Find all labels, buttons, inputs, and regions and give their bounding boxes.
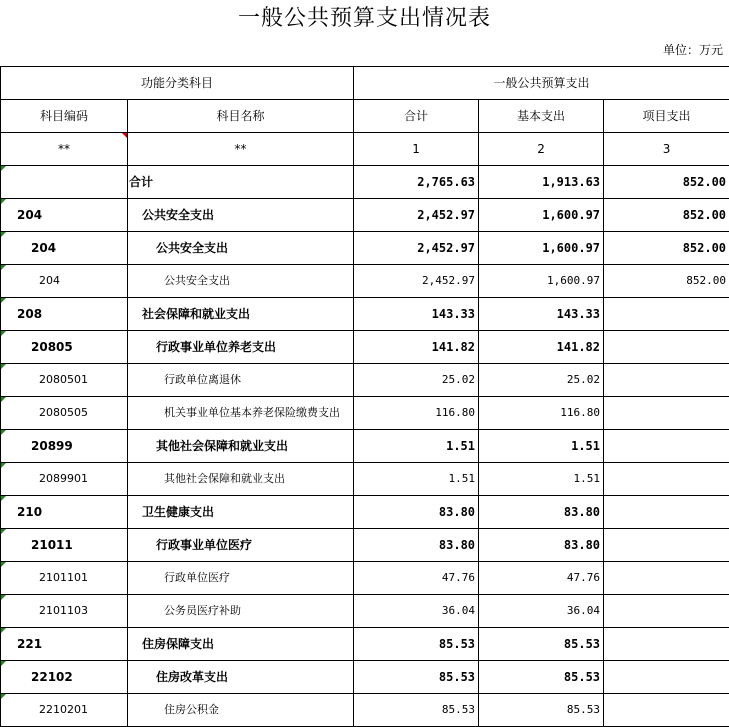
row-code: 2080505 [39,406,88,419]
row-project[interactable] [604,529,729,562]
row-code-cell[interactable] [1,166,128,199]
row-total[interactable]: 85.53 [354,661,479,694]
row-code-cell[interactable] [1,694,128,727]
row-code: 2089901 [39,472,88,485]
row-name[interactable]: 住房改革支出 [128,661,354,694]
row-basic[interactable]: 47.76 [479,562,604,595]
row-total[interactable]: 36.04 [354,595,479,628]
row-code: 204 [17,208,43,222]
row-name[interactable]: 合计 [128,166,354,199]
error-marker-icon [1,265,6,270]
header-idx-code [1,133,128,166]
row-total[interactable]: 143.33 [354,298,479,331]
error-marker-icon [1,232,6,237]
row-basic[interactable]: 143.33 [479,298,604,331]
row-project[interactable] [604,364,729,397]
row-project[interactable] [604,595,729,628]
row-code-cell[interactable] [1,298,128,331]
row-code: 2080501 [39,373,88,386]
row-project[interactable]: 852.00 [604,265,729,298]
row-name[interactable]: 社会保障和就业支出 [128,298,354,331]
row-total[interactable]: 116.80 [354,397,479,430]
row-total[interactable]: 83.80 [354,496,479,529]
row-project[interactable] [604,628,729,661]
header-idx-basic: 2 [479,133,604,166]
header-idx-code-text: ** [58,142,70,156]
error-marker-icon [1,694,6,699]
row-code-cell[interactable] [1,397,128,430]
error-marker-icon [1,298,6,303]
row-basic[interactable]: 141.82 [479,331,604,364]
row-basic[interactable]: 1,600.97 [479,265,604,298]
row-name[interactable]: 公务员医疗补助 [128,595,354,628]
header-idx-name: ** [128,133,354,166]
error-marker-icon [1,166,6,171]
unit-label: 单位：万元 [662,43,723,57]
header-col-total: 合计 [354,100,479,133]
row-code: 204 [31,241,57,255]
row-code-cell[interactable] [1,232,128,265]
row-code: 2101103 [39,604,88,617]
row-project[interactable]: 852.00 [604,166,729,199]
error-marker-icon [1,199,6,204]
row-total[interactable]: 85.53 [354,694,479,727]
row-name[interactable]: 行政单位离退休 [128,364,354,397]
header-idx-project: 3 [604,133,729,166]
row-code-cell[interactable] [1,331,128,364]
row-name[interactable]: 卫生健康支出 [128,496,354,529]
row-project[interactable] [604,694,729,727]
table-row [1,628,729,661]
row-project[interactable] [604,397,729,430]
row-code-cell[interactable] [1,430,128,463]
row-name[interactable]: 机关事业单位基本养老保险缴费支出 [128,397,354,430]
header-group-right: 一般公共预算支出 [354,67,729,100]
row-total[interactable]: 1.51 [354,463,479,496]
header-col-code: 科目编码 [1,100,128,133]
error-marker-icon [1,430,6,435]
row-code: 20899 [31,439,73,453]
comment-marker-icon [122,133,127,138]
error-marker-icon [1,628,6,633]
row-basic[interactable]: 1.51 [479,430,604,463]
error-marker-icon [1,397,6,402]
table-row [1,529,729,562]
row-code-cell[interactable] [1,562,128,595]
row-name[interactable]: 公共安全支出 [128,199,354,232]
table-row [1,166,729,199]
row-code: 20805 [31,340,73,354]
error-marker-icon [1,496,6,501]
header-group-row [1,67,729,100]
row-project[interactable] [604,430,729,463]
row-code: 22102 [31,670,73,684]
table-row [1,463,729,496]
row-basic[interactable]: 85.53 [479,628,604,661]
row-project[interactable] [604,463,729,496]
row-name[interactable]: 公共安全支出 [128,232,354,265]
row-project[interactable]: 852.00 [604,199,729,232]
table-row [1,199,729,232]
header-col-basic: 基本支出 [479,100,604,133]
budget-table [0,66,729,727]
row-code-cell[interactable] [1,364,128,397]
row-total[interactable]: 85.53 [354,628,479,661]
header-col-project: 项目支出 [604,100,729,133]
row-total[interactable]: 2,452.97 [354,232,479,265]
table-row [1,397,729,430]
row-basic[interactable]: 83.80 [479,529,604,562]
row-total[interactable]: 2,765.63 [354,166,479,199]
row-total[interactable]: 2,452.97 [354,199,479,232]
table-row [1,430,729,463]
row-total[interactable]: 2,452.97 [354,265,479,298]
row-code-cell[interactable] [1,661,128,694]
row-project[interactable]: 852.00 [604,232,729,265]
row-code-cell[interactable] [1,628,128,661]
row-code: 2210201 [39,703,88,716]
row-code: 210 [17,505,43,519]
row-total[interactable]: 47.76 [354,562,479,595]
row-basic[interactable]: 85.53 [479,694,604,727]
row-code-cell[interactable] [1,595,128,628]
table-row [1,595,729,628]
header-group-left: 功能分类科目 [1,67,354,100]
table-row [1,661,729,694]
row-code: 21011 [31,538,73,552]
row-basic[interactable]: 25.02 [479,364,604,397]
row-basic[interactable]: 116.80 [479,397,604,430]
row-project[interactable] [604,298,729,331]
row-basic[interactable]: 1,913.63 [479,166,604,199]
row-basic[interactable]: 1,600.97 [479,232,604,265]
error-marker-icon [1,364,6,369]
row-code-cell[interactable] [1,199,128,232]
header-col-name: 科目名称 [128,100,354,133]
row-project[interactable] [604,331,729,364]
header-index-row [1,133,729,166]
table-row [1,562,729,595]
row-project[interactable] [604,496,729,529]
row-name[interactable]: 行政事业单位医疗 [128,529,354,562]
row-name[interactable]: 其他社会保障和就业支出 [128,463,354,496]
error-marker-icon [1,661,6,666]
table-row [1,232,729,265]
page-title: 一般公共预算支出情况表 [237,6,491,31]
row-code: 204 [39,274,60,287]
row-code-cell[interactable] [1,265,128,298]
row-project[interactable] [604,562,729,595]
row-total[interactable]: 25.02 [354,364,479,397]
table-row [1,364,729,397]
row-code-cell[interactable] [1,529,128,562]
row-basic[interactable]: 36.04 [479,595,604,628]
row-code: 221 [17,637,43,651]
row-name[interactable]: 其他社会保障和就业支出 [128,430,354,463]
table-row [1,265,729,298]
row-name[interactable]: 住房公积金 [128,694,354,727]
row-total[interactable]: 83.80 [354,529,479,562]
error-marker-icon [1,463,6,468]
row-total[interactable]: 141.82 [354,331,479,364]
row-name[interactable]: 行政单位医疗 [128,562,354,595]
header-idx-total: 1 [354,133,479,166]
error-marker-icon [1,595,6,600]
table-row [1,331,729,364]
row-code-cell[interactable] [1,496,128,529]
table-row [1,694,729,727]
row-code: 208 [17,307,43,321]
table-row [1,496,729,529]
row-total[interactable]: 1.51 [354,430,479,463]
row-name[interactable]: 住房保障支出 [128,628,354,661]
error-marker-icon [1,562,6,567]
table-row [1,298,729,331]
error-marker-icon [1,529,6,534]
row-basic[interactable]: 83.80 [479,496,604,529]
row-name[interactable]: 行政事业单位养老支出 [128,331,354,364]
row-basic[interactable]: 1,600.97 [479,199,604,232]
row-name[interactable]: 公共安全支出 [128,265,354,298]
header-column-row [1,100,729,133]
error-marker-icon [1,331,6,336]
row-project[interactable] [604,661,729,694]
row-basic[interactable]: 1.51 [479,463,604,496]
row-code-cell[interactable] [1,463,128,496]
row-code: 2101101 [39,571,88,584]
row-basic[interactable]: 85.53 [479,661,604,694]
